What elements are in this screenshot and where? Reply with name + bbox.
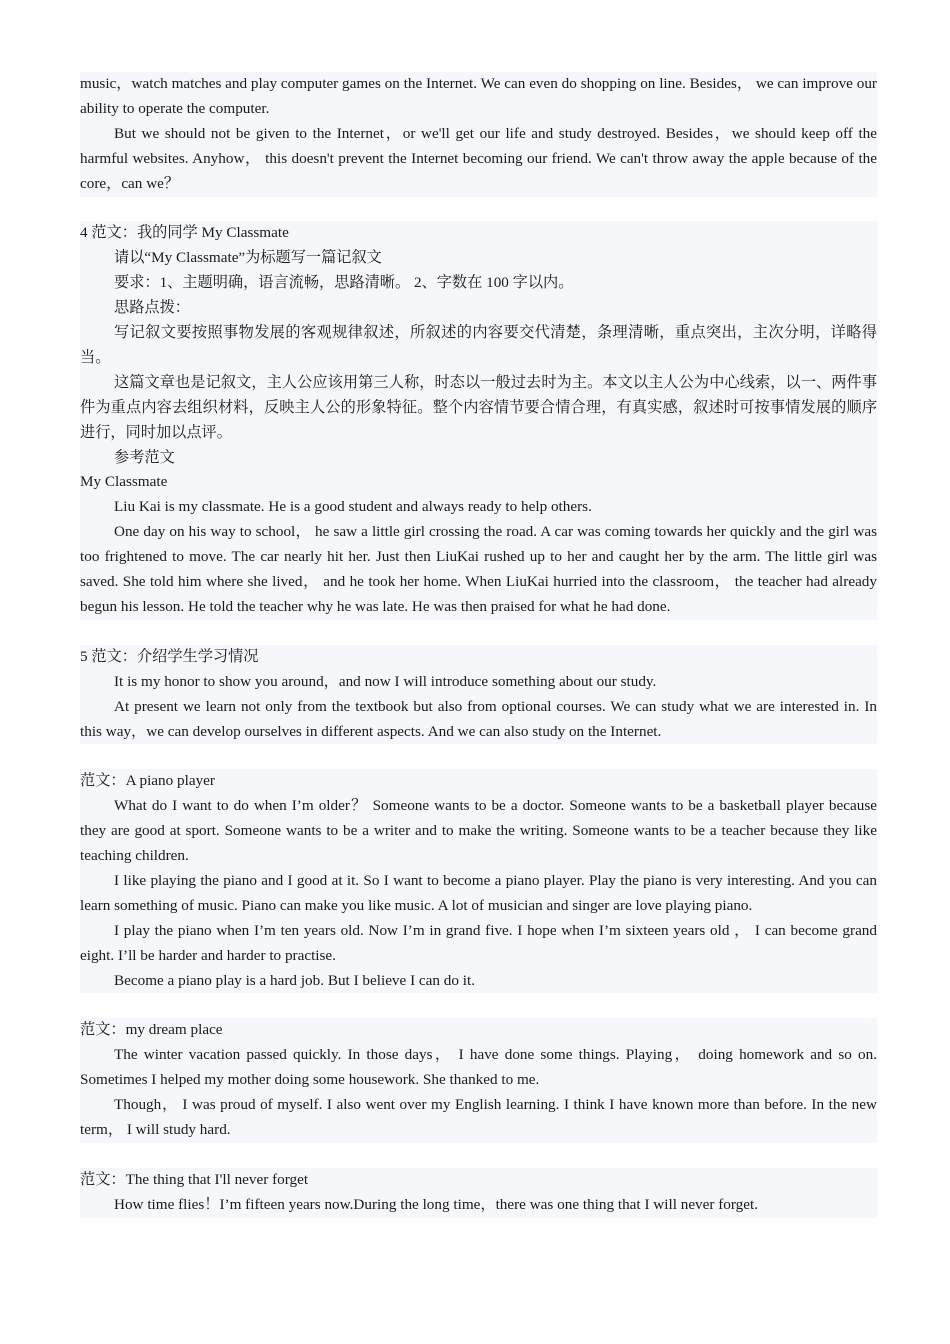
- paragraph: One day on his way to school， he saw a little girl crossing the road. A car was coming towards her quickly and the girl was too frightened to move. The car nearly hit her. Just then LiuKai rushed up to her and caught her by the arm. The little girl was saved. She told him where she lived， and he took her home. When LiuKai hurried into the classroom， the teacher had already begun his lesson. He told the teacher why he was late. He was then praised for what he had done.: [80, 523, 877, 616]
- section-never-forget: [80, 1168, 877, 1218]
- section-gap: [80, 620, 877, 645]
- paragraph: Though， I was proud of myself. I also went over my English learning. I think I have known more than before. In the new term， I will study hard.: [80, 1096, 877, 1138]
- section-study: [80, 645, 877, 745]
- paragraph: 这篇文章也是记叙文，主人公应该用第三人称，时态以一般过去时为主。本文以主人公为中心线索，以一、两件事件为重点内容去组织材料，反映主人公的形象特征。整个内容情节要合情合理，有真实感，叙述时可按事情发展的顺序进行，同时加以点评。: [80, 373, 877, 441]
- paragraph: 请以“My Classmate”为标题写一篇记叙文: [114, 249, 382, 267]
- section-heading: 范文：A piano player: [80, 772, 215, 790]
- section-heading: 5 范文：介绍学生学习情况: [80, 647, 259, 665]
- paragraph: 写记叙文要按照事物发展的客观规律叙述，所叙述的内容要交代清楚，条理清晰，重点突出，主次分明，详略得当。: [80, 324, 877, 366]
- paragraph: What do I want to do when I’m older？ Someone wants to be a doctor. Someone wants to be a basketball player because they are good at sport. Someone wants to be a writer and to make the writing. Someone wants to be a teacher because they like teaching children.: [80, 797, 877, 865]
- paragraph: 参考范文: [114, 448, 175, 466]
- section-gap: [80, 993, 877, 1018]
- paragraph: At present we learn not only from the textbook but also from optional courses. We can study what we are interested in. In this way，we can develop ourselves in different aspects. And we can also study on the Internet.: [80, 697, 877, 740]
- paragraph: But we should not be given to the Internet，or we'll get our life and study destroyed. Besides，we should keep off the harmful websites. Anyhow， this doesn't prevent the Internet becoming our friend. We can't throw away the apple because of the core，can we？: [80, 124, 877, 192]
- section-heading: 4 范文：我的同学 My Classmate: [80, 224, 289, 242]
- section-classmate: [80, 221, 877, 620]
- section-dream-place: [80, 1018, 877, 1143]
- paragraph: It is my honor to show you around，and now I will introduce something about our study.: [114, 672, 657, 690]
- paragraph: I play the piano when I’m ten years old. Now I’m in grand five. I hope when I’m sixteen years old ， I can become grand eight. I’ll be harder and harder to practise.: [80, 921, 877, 964]
- paragraph: music，watch matches and play computer games on the Internet. We can even do shopping on line. Besides， we can improve our ability to operate the computer.: [80, 75, 877, 117]
- section-gap: [80, 197, 877, 222]
- paragraph: How time flies！I’m fifteen years now.During the long time，there was one thing that I will never forget.: [114, 1195, 759, 1213]
- section-gap: [80, 744, 877, 769]
- essay-title: My Classmate: [80, 473, 168, 491]
- paragraph: I like playing the piano and I good at it. So I want to become a piano player. Play the piano is very interesting. And you can learn something of music. Piano can make you like music. A lot of musician and singer are love playing piano.: [80, 871, 877, 914]
- paragraph: 要求：1、主题明确，语言流畅，思路清晰。 2、字数在 100 字以内。: [114, 274, 574, 292]
- section-internet: [80, 72, 877, 197]
- section-heading: 范文：The thing that I'll never forget: [80, 1170, 309, 1188]
- section-heading: 范文：my dream place: [80, 1021, 223, 1039]
- paragraph: 思路点拨：: [114, 299, 190, 317]
- paragraph: Become a piano play is a hard job. But I believe I can do it.: [114, 971, 476, 989]
- section-piano: [80, 769, 877, 993]
- paragraph: Liu Kai is my classmate. He is a good student and always ready to help others.: [114, 498, 592, 516]
- paragraph: The winter vacation passed quickly. In those days， I have done some things. Playing， doing homework and so on. Sometimes I helped my mother doing some housework. She thanked to me.: [80, 1046, 877, 1089]
- section-gap: [80, 1143, 877, 1168]
- document-page: [80, 72, 877, 1218]
